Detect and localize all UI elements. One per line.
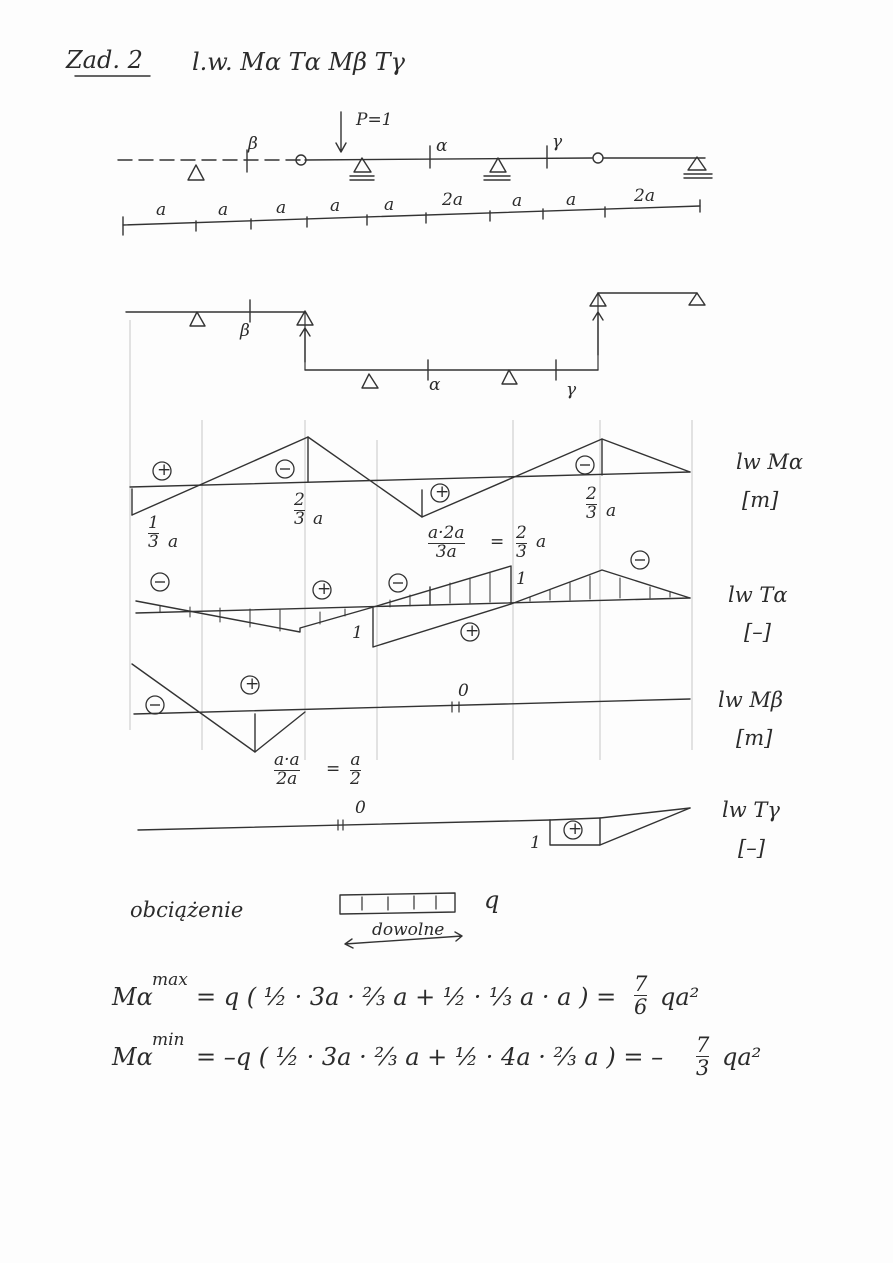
span-9: 2a xyxy=(634,186,655,206)
chain-support-6 xyxy=(689,293,705,305)
point-beta-label: β xyxy=(248,134,258,154)
T-gamma-value: 1 xyxy=(530,833,541,853)
M-alpha-calc-result: 2 3 xyxy=(516,523,527,562)
chain-support-3 xyxy=(362,374,378,388)
span-6: 2a xyxy=(442,190,463,210)
point-gamma-label: γ xyxy=(552,132,563,152)
load-label: P=1 xyxy=(356,110,393,130)
chain-gamma-label: γ xyxy=(566,380,577,400)
M-beta-zero: 0 xyxy=(458,681,469,701)
task-number: Zad. 2 xyxy=(66,46,143,74)
T-alpha-value-1: 1 xyxy=(352,623,363,643)
beam-middle xyxy=(305,158,592,160)
dimension-line xyxy=(123,206,700,225)
load-note: dowolne xyxy=(372,920,445,940)
M-beta-axis xyxy=(134,699,690,714)
span-8: a xyxy=(566,190,577,210)
M-beta-title: lw Mβ xyxy=(718,688,784,712)
T-gamma-zero: 0 xyxy=(355,798,366,818)
handwritten-sheet: Zad. 2 l.w. Mα Tα Mβ Tγ P=1 β α γ a a a a a 2a a a 2a β α γ + + 1 3 a 2 3 a 2 3 a a·2a 3a = 2 3 a lw Mα [m] + + 1 1 lw Tα [–] + 0 a·a 2a = a 2 lw Mβ [m] + 0 1 lw Tγ [–] obciążenie q dowolne Mα max = q ( ½ · 3a · ⅔ a + ½ · ⅓ a · a ) = 7 6 qa² Mα min = –q ( ½ · 3a · ⅔ a + ½ · 4a · ⅔ a ) = – 7 3 qa² xyxy=(0,0,893,1263)
M-beta-calc: a·a 2a xyxy=(274,750,300,789)
M-alpha-unit: [m] xyxy=(742,488,779,512)
influence-lines-title: l.w. Mα Tα Mβ Tγ xyxy=(192,48,405,76)
span-4: a xyxy=(330,196,341,216)
M-alpha-sign-1: + xyxy=(157,460,172,480)
T-alpha-unit: [–] xyxy=(744,620,771,644)
load-box xyxy=(340,893,455,914)
M-alpha-calc: a·2a 3a xyxy=(428,523,465,562)
T-alpha-value-2: 1 xyxy=(516,569,527,589)
formula-min-sup: min xyxy=(152,1030,185,1050)
span-5: a xyxy=(384,195,395,215)
span-1: a xyxy=(156,200,167,220)
T-gamma-unit: [–] xyxy=(738,836,765,860)
T-alpha-title: lw Tα xyxy=(728,583,788,607)
formula-max-sup: max xyxy=(152,970,188,990)
point-alpha-label: α xyxy=(436,136,448,156)
M-beta-unit: [m] xyxy=(736,726,773,750)
formula-min-result: 7 3 xyxy=(696,1033,710,1081)
chain-alpha-label: α xyxy=(429,375,441,395)
M-alpha-mid-value: 2 3 xyxy=(294,490,305,529)
support-1 xyxy=(188,165,204,180)
T-gamma-axis xyxy=(138,820,550,830)
load-q: q xyxy=(484,886,500,914)
formula-max-lhs: Mα xyxy=(112,983,153,1011)
support-2 xyxy=(350,158,374,180)
M-alpha-right-value: 2 3 xyxy=(586,484,597,523)
M-beta-sign-plus: + xyxy=(245,674,260,694)
chain-support-4 xyxy=(502,370,517,384)
M-beta-line xyxy=(132,664,305,752)
span-2: a xyxy=(218,200,229,220)
M-alpha-axis xyxy=(130,472,690,487)
T-alpha-sign-plus-1: + xyxy=(317,579,332,599)
formula-max-body: = q ( ½ · 3a · ⅔ a + ½ · ⅓ a · a ) = xyxy=(196,983,617,1011)
support-4 xyxy=(684,157,712,178)
load-arrow xyxy=(336,112,346,152)
T-alpha-sign-plus-2: + xyxy=(465,621,480,641)
chain-support-1 xyxy=(190,312,205,326)
chain-beta-label: β xyxy=(240,321,250,341)
span-3: a xyxy=(276,198,287,218)
load-label: obciążenie xyxy=(130,898,244,922)
M-beta-calc-result: a 2 xyxy=(350,750,361,789)
hinge-right xyxy=(593,153,603,163)
T-gamma-title: lw Tγ xyxy=(722,798,780,822)
T-gamma-sign: + xyxy=(568,819,583,839)
span-7: a xyxy=(512,191,523,211)
formula-min-body: = –q ( ½ · 3a · ⅔ a + ½ · 4a · ⅔ a ) = – xyxy=(196,1043,664,1071)
formula-max-result: 7 6 xyxy=(634,972,648,1020)
formula-min-lhs: Mα xyxy=(112,1043,153,1071)
M-alpha-sign-3: + xyxy=(435,482,450,502)
T-alpha-axis xyxy=(136,598,690,613)
support-3 xyxy=(484,158,510,180)
M-alpha-left-value: 1 3 xyxy=(148,513,159,552)
M-alpha-title: lw Mα xyxy=(736,450,804,474)
